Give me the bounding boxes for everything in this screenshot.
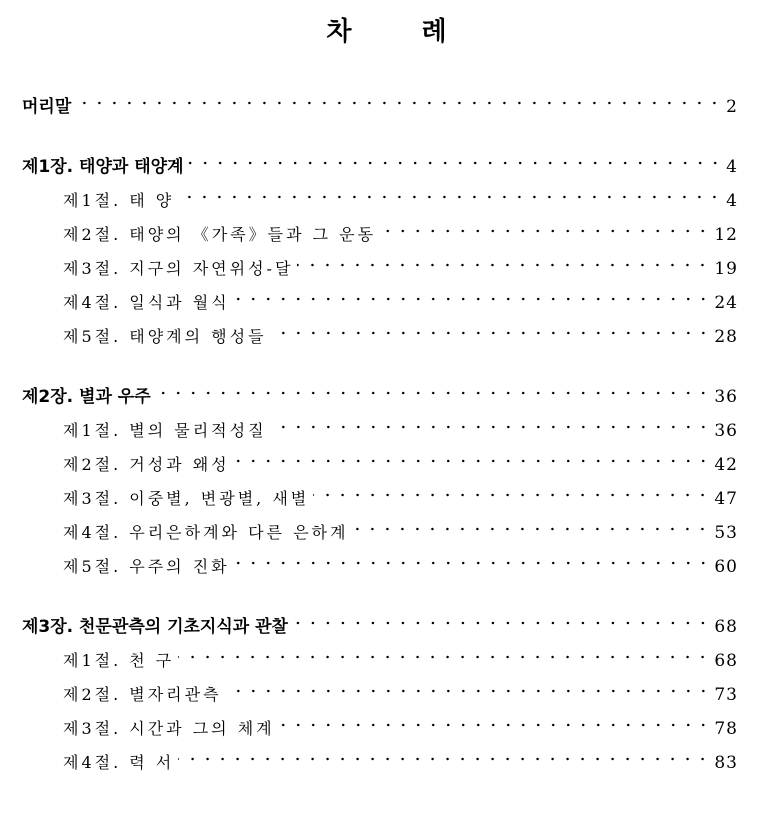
toc-chapter-entry[interactable]	[0, 90, 738, 124]
toc-entry-label: 제2절. 별자리관측	[63, 685, 222, 704]
toc-page-number: 68	[714, 617, 738, 637]
toc-entry-label: 제3절. 지구의 자연위성-달	[63, 259, 294, 278]
toc-group	[0, 150, 773, 354]
toc-group	[0, 90, 773, 124]
dot-leader	[271, 328, 711, 338]
toc-entry-label: 제1장. 태양과 태양계	[22, 157, 184, 177]
toc-section-entry[interactable]	[0, 184, 738, 218]
dot-leader	[297, 260, 710, 270]
dot-leader	[279, 720, 711, 730]
toc-page-number: 53	[714, 523, 738, 543]
toc-section-entry[interactable]	[0, 678, 738, 712]
dot-leader	[234, 558, 711, 568]
toc-chapter-entry[interactable]	[0, 380, 738, 414]
dot-leader	[380, 226, 710, 236]
toc-section-entry[interactable]	[0, 252, 738, 286]
toc-group	[0, 380, 773, 584]
toc-entry-label: 제3절. 시간과 그의 체계	[63, 719, 275, 738]
toc-chapter-entry[interactable]	[0, 610, 738, 644]
toc-entry-label: 제2장. 별과 우주	[22, 387, 151, 407]
toc-entry-label: 제1절. 태 양	[63, 191, 175, 210]
table-of-contents	[0, 90, 773, 806]
toc-entry-label: 제5절. 우주의 진화	[63, 557, 230, 576]
toc-entry-label: 머리말	[22, 97, 72, 117]
toc-page-number: 4	[726, 157, 738, 177]
toc-section-entry[interactable]	[0, 482, 738, 516]
dot-leader	[292, 618, 710, 628]
toc-section-entry[interactable]	[0, 414, 738, 448]
page-title-right: 례	[421, 17, 447, 47]
toc-section-entry[interactable]	[0, 218, 738, 252]
toc-page-number: 19	[714, 259, 738, 279]
toc-entry-label: 제4절. 일식과 월식	[63, 293, 230, 312]
page-title-left: 차	[326, 17, 352, 47]
toc-page-number: 36	[714, 421, 738, 441]
toc-page-number: 24	[714, 293, 738, 313]
dot-leader	[226, 686, 711, 696]
toc-section-entry[interactable]	[0, 746, 738, 780]
dot-leader	[178, 754, 710, 764]
toc-entry-label: 제2절. 거성과 왜성	[63, 455, 230, 474]
dot-leader	[178, 652, 710, 662]
toc-page-number: 42	[714, 455, 738, 475]
dot-leader	[313, 490, 710, 500]
toc-page-number: 78	[714, 719, 738, 739]
toc-entry-label: 제4절. 우리은하계와 다른 은하계	[63, 523, 349, 542]
toc-page-number: 36	[714, 387, 738, 407]
toc-chapter-entry[interactable]	[0, 150, 738, 184]
dot-leader	[234, 456, 711, 466]
toc-page-number: 83	[714, 753, 738, 773]
toc-entry-label: 제1절. 천 구	[63, 651, 175, 670]
dot-leader	[188, 158, 723, 168]
toc-group	[0, 610, 773, 780]
toc-section-entry[interactable]	[0, 286, 738, 320]
toc-section-entry[interactable]	[0, 516, 738, 550]
toc-page-number: 4	[726, 191, 738, 211]
dot-leader	[234, 294, 711, 304]
toc-page-number: 60	[714, 557, 738, 577]
toc-section-entry[interactable]	[0, 448, 738, 482]
toc-entry-label: 제4절. 력 서	[63, 753, 175, 772]
dot-leader	[75, 98, 722, 108]
toc-entry-label: 제3절. 이중별, 변광별, 새별	[63, 489, 310, 508]
dot-leader	[155, 388, 711, 398]
toc-page-number: 12	[714, 225, 738, 245]
toc-entry-label: 제3장. 천문관측의 기초지식과 관찰	[22, 617, 288, 637]
toc-entry-label: 제5절. 태양계의 행성들	[63, 327, 267, 346]
toc-page-number: 47	[714, 489, 738, 509]
toc-entry-label: 제1절. 별의 물리적성질	[63, 421, 267, 440]
toc-page-number: 28	[714, 327, 738, 347]
page-title	[0, 14, 773, 50]
toc-section-entry[interactable]	[0, 712, 738, 746]
dot-leader	[352, 524, 710, 534]
toc-section-entry[interactable]	[0, 320, 738, 354]
toc-entry-label: 제2절. 태양의 《가족》들과 그 운동	[63, 225, 377, 244]
toc-section-entry[interactable]	[0, 644, 738, 678]
toc-page-number: 2	[726, 97, 738, 117]
toc-section-entry[interactable]	[0, 550, 738, 584]
dot-leader	[178, 192, 722, 202]
dot-leader	[271, 422, 711, 432]
toc-page-number: 73	[714, 685, 738, 705]
toc-page-number: 68	[714, 651, 738, 671]
